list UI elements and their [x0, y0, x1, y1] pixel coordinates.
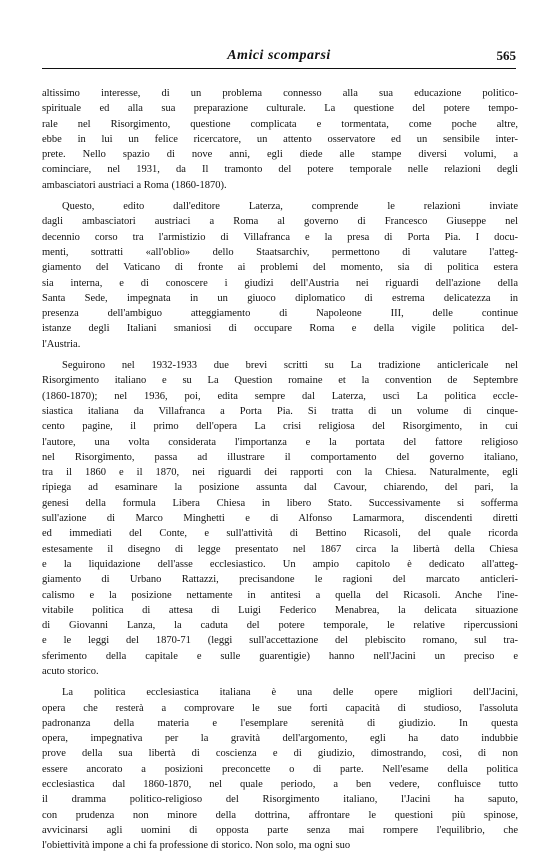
paragraph	[42, 86, 518, 193]
text-line: Risorgimento italiano e su La Question romaine et la convention de Septembre	[42, 375, 518, 387]
text-line: il dramma politico-religioso del Risorgimento italiano, l'Jacini ha saputo,	[42, 794, 518, 806]
text-line: ebbe in lui un felice ricercatore, un attento osservatore ed un sensibile inter-	[42, 133, 518, 145]
text-line: prove della sua libertà di coscienza e di giudizio, dimostrando, così, di non	[42, 748, 518, 760]
text-line: ed immediati del Conte, e sull'attività di Bettino Ricasoli, del quale ricorda	[42, 528, 518, 540]
text-line: l'Austria.	[42, 338, 81, 350]
paragraph	[42, 358, 518, 679]
text-line: ecclesiastica dal 1860-1870, nel quale periodo, a ben vedere, confluisce tutto	[42, 779, 518, 791]
text-line: di Giovanni Lanza, la caduta del potere temporale, le relative ripercussioni	[42, 620, 518, 632]
text-line: genesi della formula Libera Chiesa in libero Stato. Successivamente si sofferma	[42, 497, 518, 509]
text-line: opera che resterà a comprovare le sue forti capacità di studioso, l'assoluta	[42, 702, 518, 714]
text-line: prete. Nello spazio di nove anni, egli diede alle stampe diversi volumi, a	[42, 149, 518, 161]
text-line: giamento di Urbano Rattazzi, precisandone le ragioni del marcato anticleri-	[42, 574, 518, 586]
text-line: nel Risorgimento, passa ad illustrare il comportamento del governo italiano,	[42, 451, 518, 463]
text-line: l'obiettività impone a chi fa professione di storico. Non solo, ma ogni suo	[42, 840, 351, 852]
text-line: ambasciatori austriaci a Roma (1860-1870).	[42, 179, 227, 191]
text-line: avvicinarsi agli uomini di opposta parte senza mai rompere l'equilibrio, che	[42, 824, 518, 836]
text-line: tra il 1860 e il 1870, nei riguardi dei rapporti con la Chiesa. Naturalmente, egli	[42, 467, 518, 479]
text-line: altissimo interesse, di un problema connesso alla sua educazione politico-	[42, 88, 518, 99]
text-line: cominciare, nel 1931, da Il tramonto del potere temporale nelle relazioni degli	[42, 164, 518, 176]
text-line: estesamente il disegno di legge presentato nel 1867 circa la libertà della Chiesa	[42, 543, 518, 555]
text-line: padronanza della materia e l'esemplare serenità di giudizio. In questa	[42, 717, 518, 729]
text-line: acuto storico.	[42, 665, 99, 677]
text-line: Questo, edito dall'editore Laterza, comprende le relazioni inviate	[62, 201, 518, 213]
text-line: essere ancorato a posizioni preconcette o di parte. Nell'esame della politica	[42, 763, 518, 775]
text-line: cento pagine, il primo dell'opera La crisi religiosa del Risorgimento, in cui	[42, 421, 518, 433]
text-line: con prudenza non minore della dottrina, affrontare le questioni più spinose,	[42, 809, 518, 821]
page-number: 565	[496, 48, 516, 63]
body-text	[42, 86, 518, 854]
text-line: l'autore, una volta considerata l'importanza e la portata del fattore religioso	[42, 436, 518, 448]
text-line: Santa Sede, impegnata in un giuoco diplomatico di estrema delicatezza in	[42, 292, 518, 304]
paragraph	[42, 685, 518, 853]
text-line: spirituale ed alla sua preparazione culturale. La questione del potere tempo-	[42, 103, 518, 115]
text-line: sferimento della capitale e sulle guarentigie) hanno nell'Jacini un preciso e	[42, 650, 518, 662]
text-line: calismo e la posizione nettamente in antitesi a quella del Ricasoli. Anche l'ine-	[42, 589, 518, 601]
text-line: istanze degli Italiani smaniosi di occupare Roma e della vigile politica del-	[42, 323, 518, 335]
text-line: dagli ambasciatori austriaci a Roma al governo di Francesco Giuseppe nel	[42, 216, 518, 228]
text-line: e la liquidazione dell'asse ecclesiastico. Un ampio capitolo è dedicato all'atteg-	[42, 558, 518, 570]
text-line: menti, sottratti «all'oblio» dello Staatsarchiv, permettono di valutare l'atteg-	[42, 246, 518, 258]
text-line: sia interna, e di conoscere i giudizi dell'Austria nei riguardi dell'azione della	[42, 277, 518, 289]
text-line: giamento del Vaticano di fronte ai problemi del momento, sia di politica estera	[42, 262, 518, 274]
text-line: rale nel Risorgimento, questione complicata e tormentata, come poche altre,	[42, 118, 518, 130]
running-title: Amici scomparsi	[227, 48, 331, 63]
text-line: decennio corso tra l'armistizio di Villafranca e la presa di Porta Pia. I docu-	[42, 231, 518, 243]
text-line: sull'azione di Marco Minghetti e di Alfonso Lamarmora, discendenti diretti	[42, 513, 518, 525]
text-line: siastica italiana da Villafranca a Porta Pia. Si tratta di un volume di cinque-	[42, 405, 518, 417]
text-line: (1860-1870); nel 1936, poi, edita sempre dal Laterza, uscì La politica eccle-	[42, 390, 518, 402]
text-line: Seguirono nel 1932-1933 due brevi scritti su La tradizione anticlericale nel	[62, 360, 518, 372]
page-header	[42, 46, 516, 69]
text-line: La politica ecclesiastica italiana è una delle opere migliori dell'Jacini,	[62, 687, 518, 699]
text-line: ripiega ad esaminare la posizione assunta dal Cavour, chiarendo, del pari, la	[42, 482, 518, 494]
paragraph	[42, 199, 518, 352]
text-line: vitabile politica di attesa di Luigi Federico Menabrea, la delicata situazione	[42, 604, 518, 616]
text-line: presenza dell'ambiguo atteggiamento di Napoleone III, delle continue	[42, 308, 518, 320]
text-line: opera, impegnativa per la gravità dell'argomento, egli ha dato indubbie	[42, 733, 518, 745]
text-line: e le leggi del 1870-71 (leggi sull'accettazione del plebiscito romano, sul tra-	[42, 635, 518, 647]
